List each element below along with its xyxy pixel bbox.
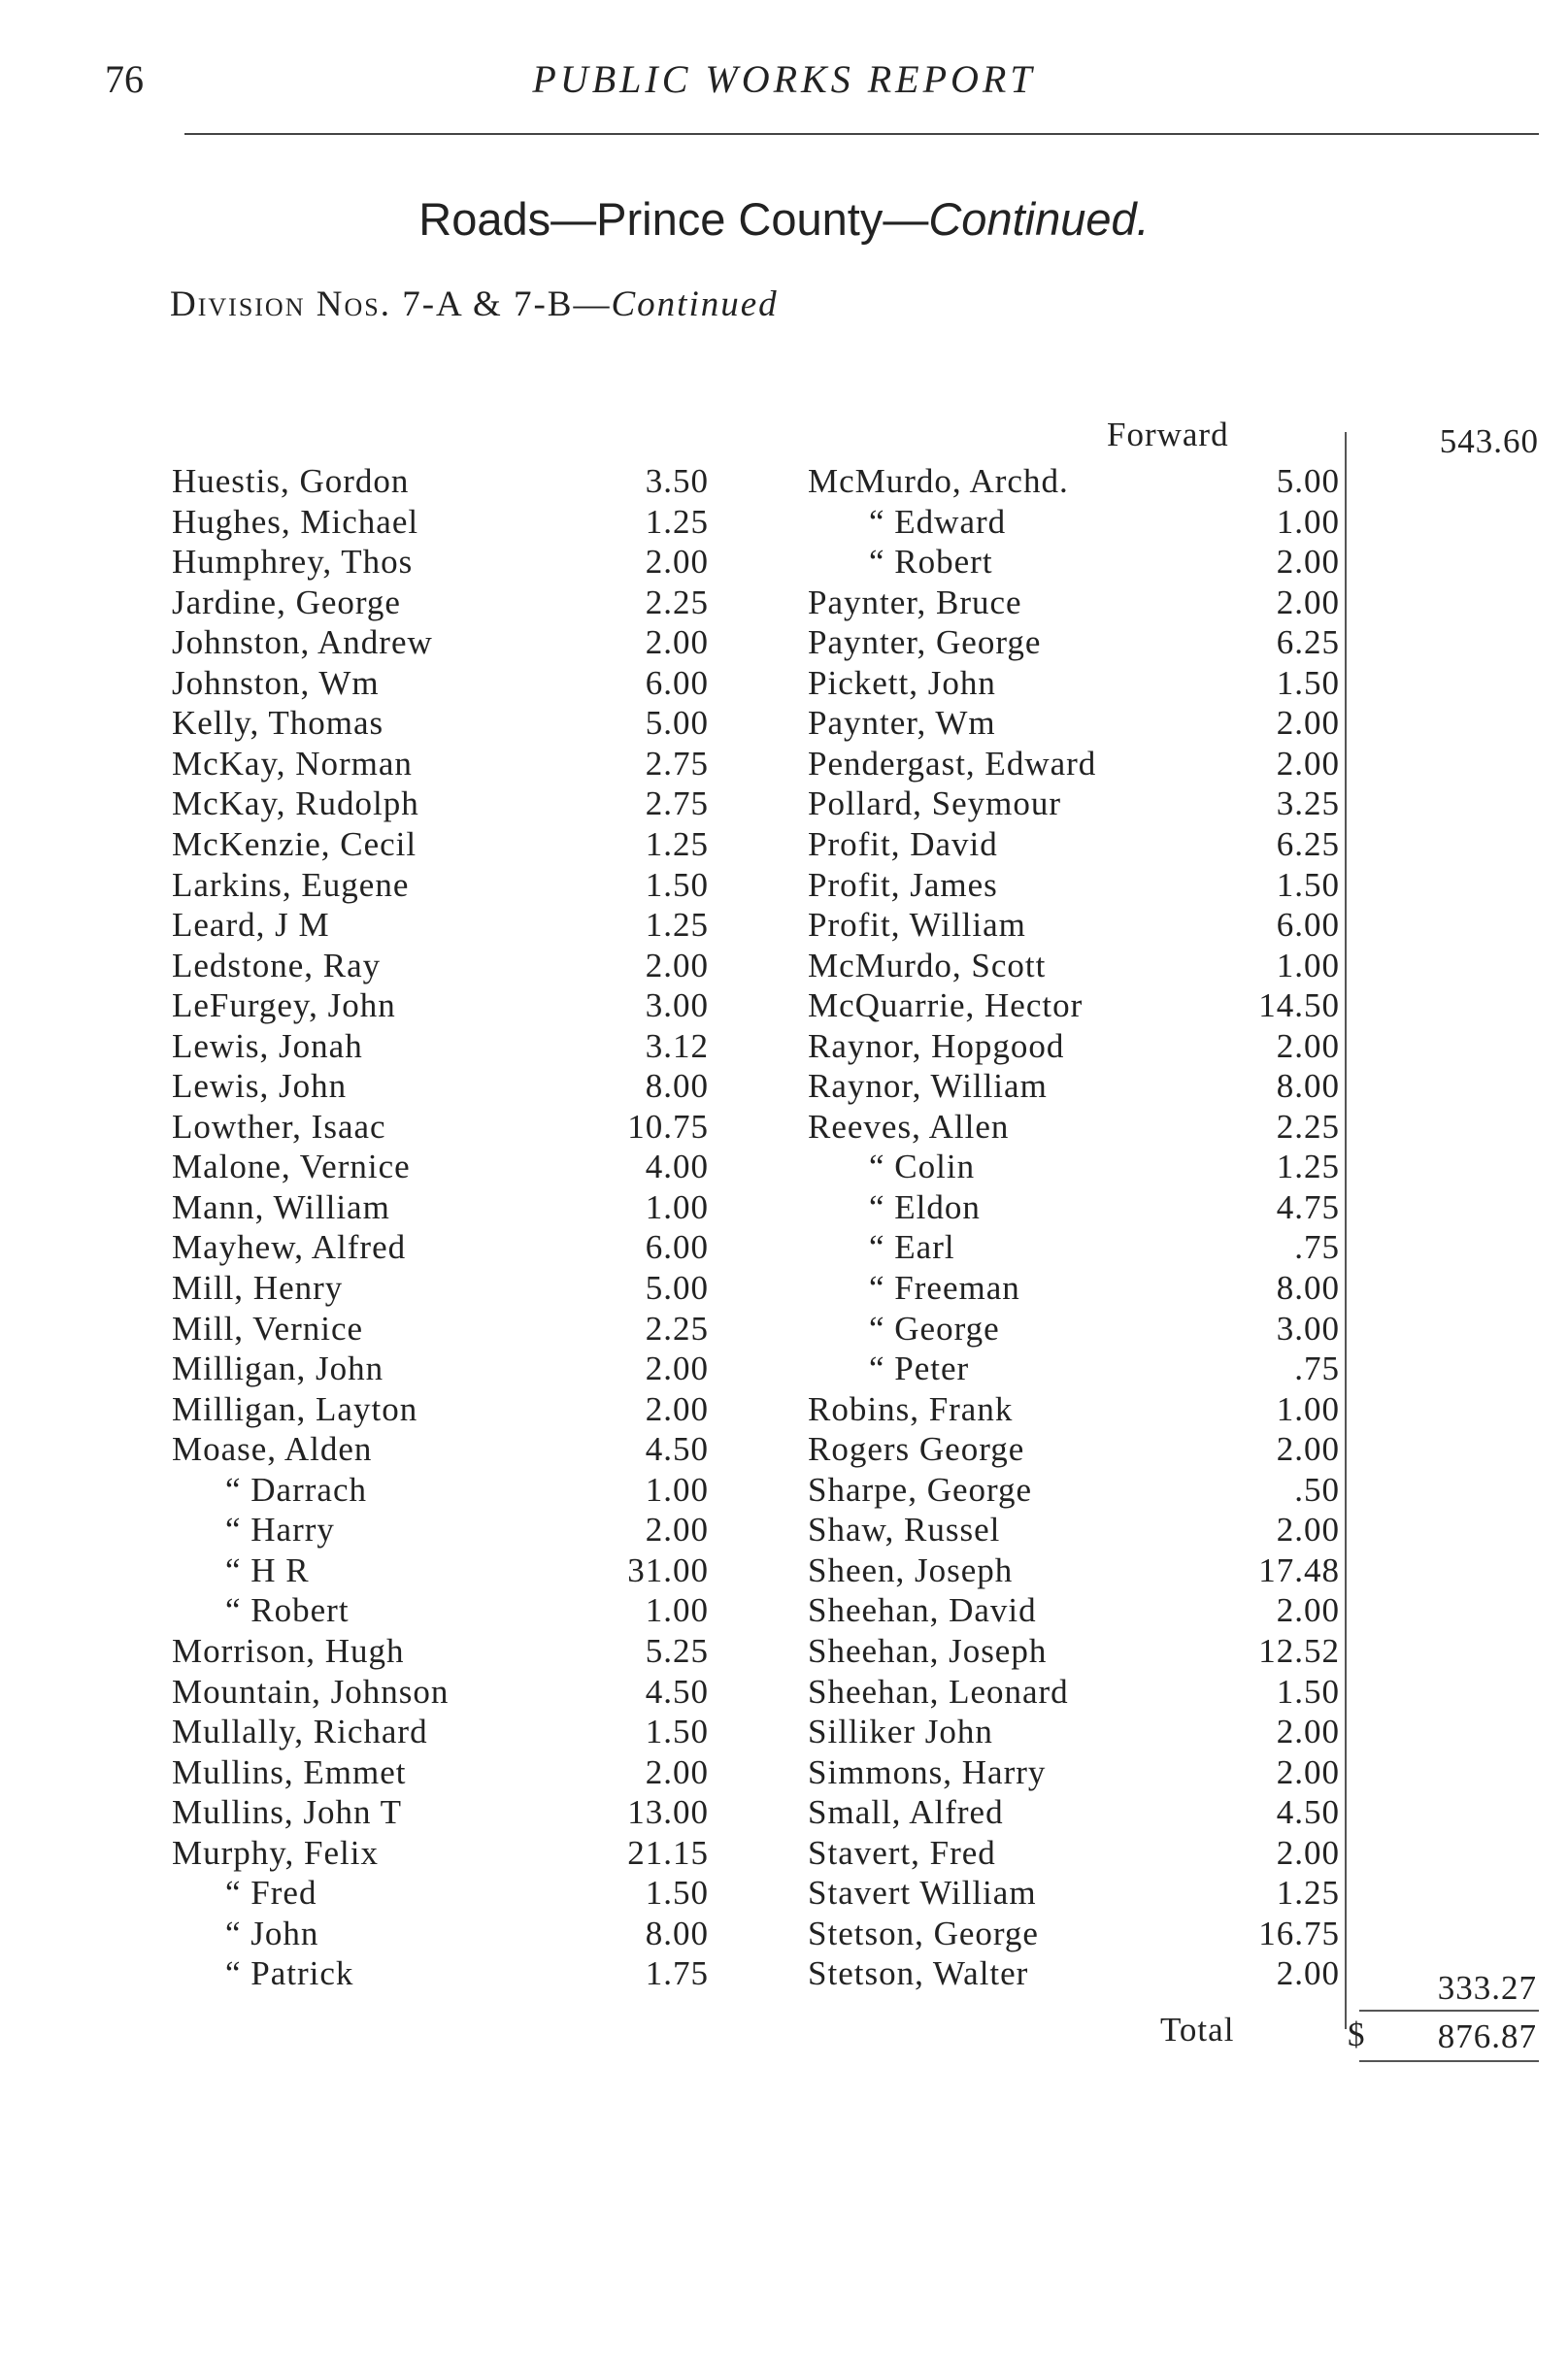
entry-amount: .75 (1294, 1350, 1340, 1388)
entry-name: McMurdo, Scott (808, 946, 1047, 984)
entry-name: Shaw, Russel (808, 1511, 1001, 1550)
entry-name: Moase, Alden (172, 1430, 373, 1469)
header-rule (184, 133, 1539, 135)
entry-amount: 2.00 (1276, 1954, 1340, 1993)
entry-name: Small, Alfred (808, 1793, 1004, 1832)
entry-amount: 4.50 (1276, 1793, 1340, 1832)
entry-name: Mann, William (172, 1187, 390, 1226)
entry-amount: 2.00 (1276, 1511, 1340, 1550)
entry-amount: 3.00 (1276, 1309, 1340, 1348)
entry-amount: 2.00 (1276, 1430, 1340, 1469)
entry-amount: 2.25 (1276, 1107, 1340, 1146)
entry-name: Kelly, Thomas (172, 704, 384, 743)
entry-amount: 1.50 (1276, 865, 1340, 904)
entry-amount: 6.00 (645, 663, 709, 702)
section-title-main: Roads—Prince County— (418, 193, 929, 245)
entry-amount: 2.00 (645, 1752, 709, 1791)
entry-amount: 1.00 (645, 1591, 709, 1630)
entry-name: Lewis, Jonah (172, 1026, 363, 1065)
entry-amount: 1.25 (645, 824, 709, 863)
entry-amount: 8.00 (645, 1914, 709, 1952)
entry-amount: 2.00 (1276, 1591, 1340, 1630)
section-title-continued: Continued. (928, 193, 1150, 245)
entry-name: Reeves, Allen (808, 1107, 1010, 1146)
entry-amount: 5.25 (645, 1631, 709, 1670)
entry-amount: 2.25 (645, 1309, 709, 1348)
forward-amount: 543.60 (1439, 422, 1539, 460)
subtotal-rule (1359, 2010, 1539, 2012)
entry-amount: 14.50 (1258, 986, 1340, 1025)
entry-amount: 1.25 (1276, 1148, 1340, 1186)
entry-name: Mullally, Richard (172, 1713, 428, 1751)
entry-amount: 1.00 (645, 1470, 709, 1509)
entry-name: Robins, Frank (808, 1389, 1014, 1428)
entry-amount: 17.48 (1258, 1550, 1340, 1589)
entry-amount: 2.00 (1276, 1026, 1340, 1065)
entry-name: Silliker John (808, 1713, 993, 1751)
entry-name: McKay, Rudolph (172, 784, 419, 823)
running-head: PUBLIC WORKS REPORT (532, 57, 1036, 101)
entry-name: “ Darrach (225, 1470, 367, 1509)
entry-amount: 12.52 (1258, 1631, 1340, 1670)
entry-name: Johnston, Andrew (172, 623, 433, 662)
entry-name: McKenzie, Cecil (172, 824, 417, 863)
entry-name: “ H R (225, 1550, 310, 1589)
entry-name: Paynter, Wm (808, 704, 996, 743)
entry-name: Stavert, Fred (808, 1833, 996, 1872)
entry-amount: 21.15 (627, 1833, 709, 1872)
entry-name: “ John (225, 1914, 319, 1952)
entry-amount: 3.25 (1276, 784, 1340, 823)
entry-amount: 2.00 (1276, 583, 1340, 621)
entry-amount: 1.00 (645, 1187, 709, 1226)
entry-amount: 2.00 (1276, 1752, 1340, 1791)
entry-name: Jardine, George (172, 583, 401, 621)
entry-amount: 2.00 (645, 1350, 709, 1388)
entry-name: “ Robert (869, 543, 993, 582)
entry-amount: 4.50 (645, 1430, 709, 1469)
total-amount: 876.87 (1437, 2017, 1537, 2055)
entry-name: Sheen, Joseph (808, 1550, 1014, 1589)
entry-name: McMurdo, Archd. (808, 462, 1069, 500)
section-title (0, 192, 1568, 246)
entry-name: “ George (869, 1309, 1000, 1348)
entry-amount: .50 (1294, 1470, 1340, 1509)
division-continued: Continued (611, 284, 779, 324)
entry-name: Rogers George (808, 1430, 1025, 1469)
entry-amount: 6.00 (1276, 906, 1340, 945)
subtotal-amount: 333.27 (1437, 1969, 1537, 2007)
entry-amount: 1.00 (1276, 1389, 1340, 1428)
entry-amount: 2.00 (645, 623, 709, 662)
entry-name: Morrison, Hugh (172, 1631, 405, 1670)
entry-amount: 2.00 (645, 1511, 709, 1550)
entry-name: Lowther, Isaac (172, 1107, 386, 1146)
entry-name: Profit, William (808, 906, 1026, 945)
entry-amount: 13.00 (627, 1793, 709, 1832)
entry-name: Pollard, Seymour (808, 784, 1061, 823)
entry-name: Raynor, William (808, 1067, 1048, 1106)
entry-amount: 2.75 (645, 784, 709, 823)
entry-name: Simmons, Harry (808, 1752, 1047, 1791)
entry-amount: 4.00 (645, 1148, 709, 1186)
entry-name: “ Freeman (869, 1269, 1020, 1307)
entry-name: Stetson, George (808, 1914, 1039, 1952)
entry-amount: 6.00 (645, 1228, 709, 1267)
entry-amount: 1.50 (645, 1874, 709, 1913)
entry-amount: 1.25 (645, 906, 709, 945)
entry-amount: 8.00 (645, 1067, 709, 1106)
entry-amount: 2.00 (1276, 744, 1340, 783)
forward-label: Forward (1107, 416, 1229, 453)
entry-amount: 1.00 (1276, 946, 1340, 984)
entry-name: Stetson, Walter (808, 1954, 1029, 1993)
entry-name: Sheehan, David (808, 1591, 1037, 1630)
entry-name: Johnston, Wm (172, 663, 380, 702)
entry-name: Milligan, Layton (172, 1389, 418, 1428)
entry-amount: 1.25 (1276, 1874, 1340, 1913)
entry-name: Profit, David (808, 824, 998, 863)
entry-amount: 1.50 (645, 865, 709, 904)
entry-amount: 2.00 (1276, 543, 1340, 582)
total-label: Total (1160, 2011, 1235, 2049)
entry-amount: 3.50 (645, 462, 709, 500)
entry-amount: 1.75 (645, 1954, 709, 1993)
entry-name: Mill, Henry (172, 1269, 344, 1307)
entry-amount: 16.75 (1258, 1914, 1340, 1952)
entry-name: McQuarrie, Hector (808, 986, 1084, 1025)
entry-amount: 8.00 (1276, 1067, 1340, 1106)
entry-name: Mullins, Emmet (172, 1752, 407, 1791)
entry-name: “ Peter (869, 1350, 970, 1388)
entry-amount: 2.00 (1276, 1713, 1340, 1751)
entry-amount: 1.50 (1276, 663, 1340, 702)
entry-name: Lewis, John (172, 1067, 348, 1106)
entry-amount: 5.00 (645, 1269, 709, 1307)
entry-name: Sheehan, Joseph (808, 1631, 1048, 1670)
entry-name: Profit, James (808, 865, 998, 904)
entry-name: “ Edward (869, 502, 1007, 541)
entry-name: Murphy, Felix (172, 1833, 379, 1872)
entry-name: Mill, Vernice (172, 1309, 364, 1348)
entry-amount: 2.75 (645, 744, 709, 783)
entry-name: Humphrey, Thos (172, 543, 414, 582)
entry-amount: 2.25 (645, 583, 709, 621)
entry-name: Pendergast, Edward (808, 744, 1097, 783)
division-numbers: 7-A & 7-B— (402, 284, 612, 324)
entry-amount: 2.00 (1276, 1833, 1340, 1872)
entry-name: “ Eldon (869, 1187, 981, 1226)
entry-name: Mountain, Johnson (172, 1672, 450, 1711)
entry-amount: 4.75 (1276, 1187, 1340, 1226)
entry-name: Paynter, Bruce (808, 583, 1022, 621)
entry-name: Larkins, Eugene (172, 865, 410, 904)
entry-name: Hughes, Michael (172, 502, 419, 541)
entry-name: “ Fred (225, 1874, 317, 1913)
entry-amount: 1.00 (1276, 502, 1340, 541)
entry-name: “ Robert (225, 1591, 350, 1630)
entry-name: “ Earl (869, 1228, 955, 1267)
entry-name: Sheehan, Leonard (808, 1672, 1069, 1711)
entry-name: Sharpe, George (808, 1470, 1033, 1509)
entry-amount: 2.00 (645, 1389, 709, 1428)
entry-name: Mullins, John T (172, 1793, 403, 1832)
entry-name: Malone, Vernice (172, 1148, 411, 1186)
entry-name: Huestis, Gordon (172, 462, 410, 500)
entry-amount: 2.00 (645, 543, 709, 582)
entry-name: McKay, Norman (172, 744, 413, 783)
entry-name: “ Patrick (225, 1954, 354, 1993)
total-currency: $ (1348, 2016, 1366, 2053)
entry-name: “ Colin (869, 1148, 976, 1186)
entry-name: “ Harry (225, 1511, 335, 1550)
entry-name: Leard, J M (172, 906, 330, 945)
entry-name: Mayhew, Alfred (172, 1228, 407, 1267)
entry-amount: 5.00 (645, 704, 709, 743)
total-rule (1359, 2060, 1539, 2062)
entry-amount: 5.00 (1276, 462, 1340, 500)
entry-amount: 6.25 (1276, 623, 1340, 662)
entry-name: Stavert William (808, 1874, 1037, 1913)
page-number: 76 (105, 57, 144, 101)
entry-amount: 1.25 (645, 502, 709, 541)
entry-amount: .75 (1294, 1228, 1340, 1267)
entry-name: Raynor, Hopgood (808, 1026, 1065, 1065)
entry-name: Pickett, John (808, 663, 996, 702)
entry-name: Paynter, George (808, 623, 1042, 662)
entry-amount: 2.00 (645, 946, 709, 984)
entry-name: Ledstone, Ray (172, 946, 382, 984)
entry-amount: 6.25 (1276, 824, 1340, 863)
entry-name: LeFurgey, John (172, 986, 396, 1025)
entry-amount: 2.00 (1276, 704, 1340, 743)
entry-name: Milligan, John (172, 1350, 384, 1388)
division-prefix: Division Nos. (170, 284, 391, 324)
division-heading (170, 283, 779, 325)
entry-amount: 10.75 (627, 1107, 709, 1146)
entry-amount: 1.50 (1276, 1672, 1340, 1711)
entry-amount: 8.00 (1276, 1269, 1340, 1307)
entry-amount: 31.00 (627, 1550, 709, 1589)
entry-amount: 4.50 (645, 1672, 709, 1711)
entry-amount: 3.00 (645, 986, 709, 1025)
column-rule (1345, 432, 1347, 2029)
entry-amount: 1.50 (645, 1713, 709, 1751)
entry-amount: 3.12 (645, 1026, 709, 1065)
